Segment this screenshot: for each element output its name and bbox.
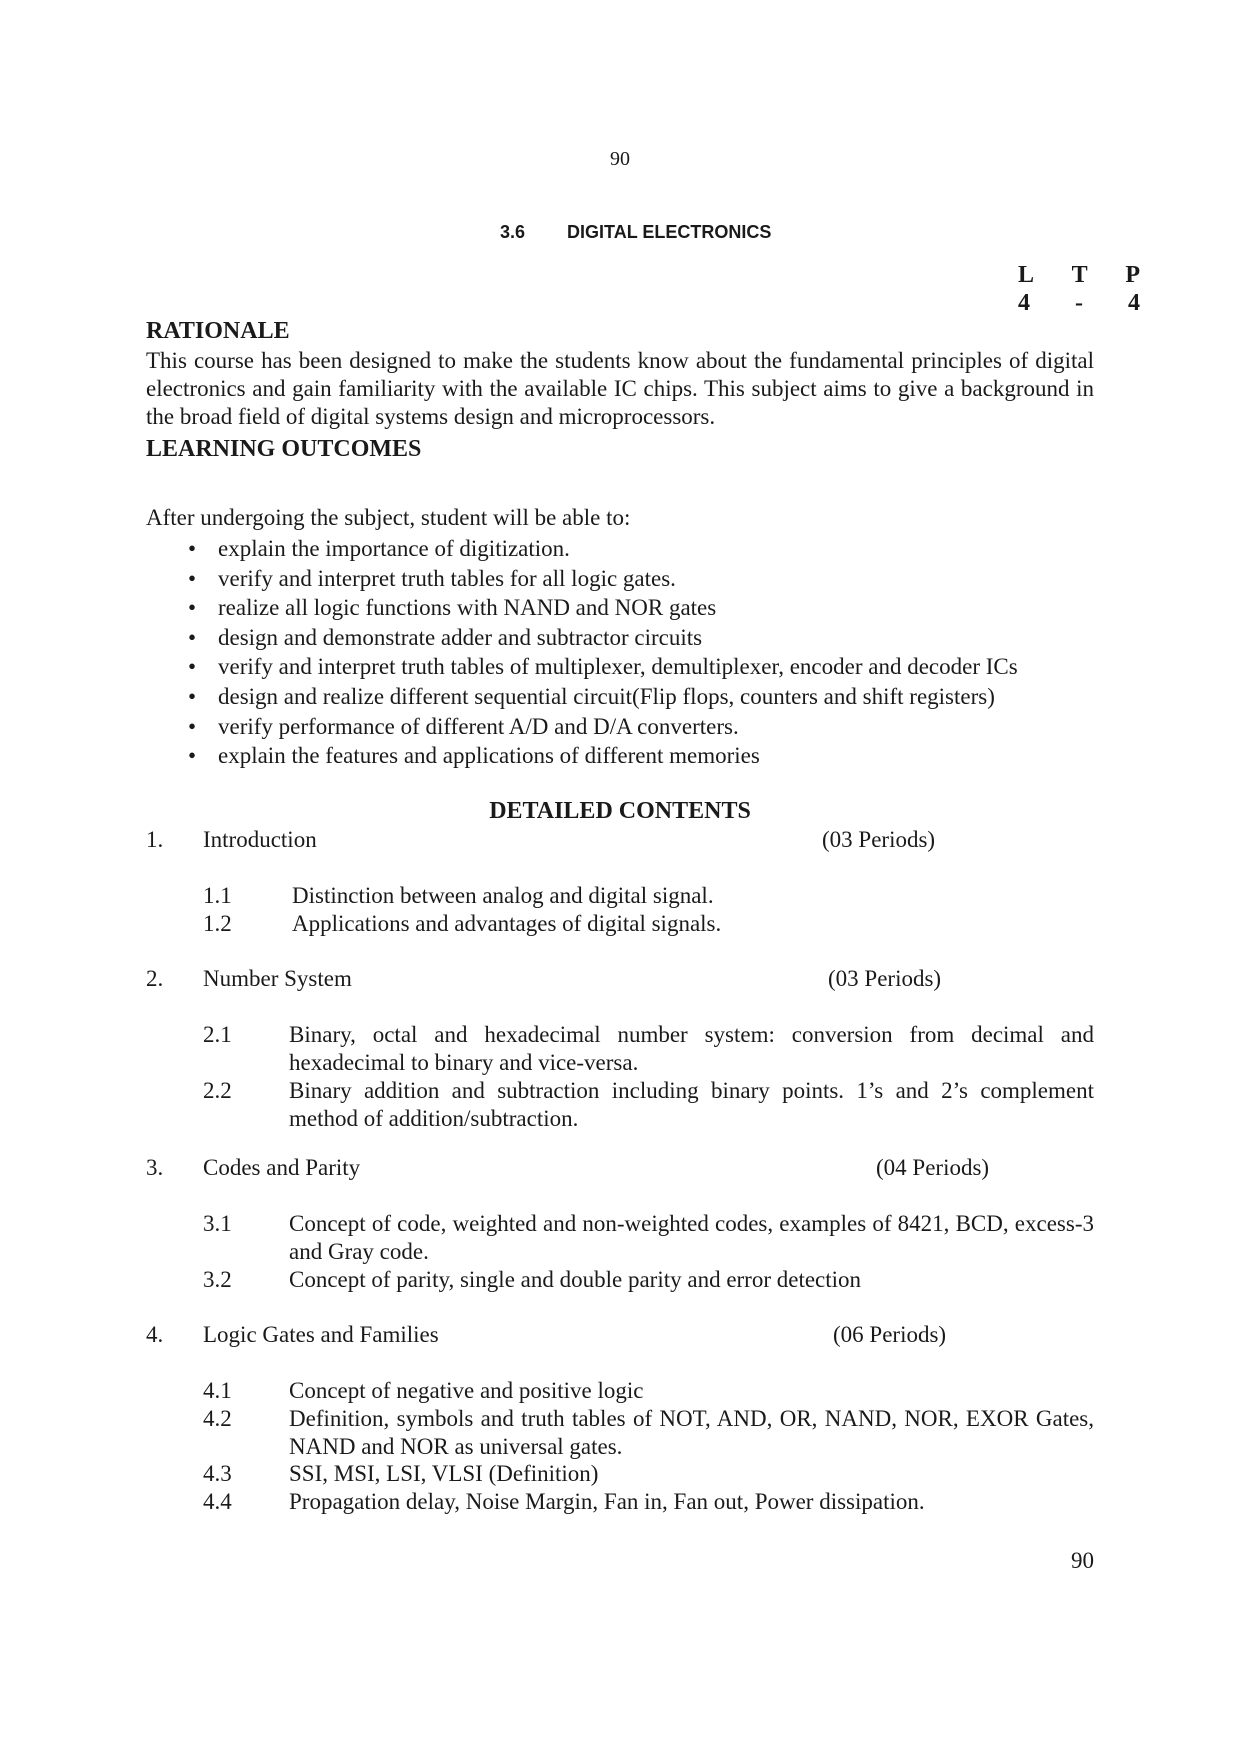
subsection-text: Concept of code, weighted and non-weighted codes, examples of 8421, BCD, excess-3 and Gray code. bbox=[289, 1211, 1094, 1264]
page-number-bottom: 90 bbox=[1071, 1548, 1094, 1573]
list-item: • design and realize different sequential circuit(Flip flops, counters and shift registers) bbox=[188, 682, 1018, 712]
ltp-value-p: 4 bbox=[1128, 290, 1140, 316]
list-item: • explain the importance of digitization. bbox=[188, 534, 1018, 564]
section-title: Number System bbox=[203, 966, 352, 991]
subsection-text: Binary, octal and hexadecimal number system: conversion from decimal and hexadecimal to binary and vice-versa. bbox=[289, 1022, 1094, 1075]
ltp-value-l: 4 bbox=[1018, 290, 1030, 316]
list-item: • realize all logic functions with NAND and NOR gates bbox=[188, 593, 1018, 623]
section-periods: (06 Periods) bbox=[833, 1322, 947, 1347]
subsection-number: 4.2 bbox=[203, 1406, 232, 1431]
section-title: Codes and Parity bbox=[203, 1155, 361, 1180]
rationale-text: This course has been designed to make the students know about the fundamental principles of digital electronics and gain familiarity with the available IC chips. This subject aims to give a background in the broad field of digital systems design and microprocessors. bbox=[146, 348, 1094, 429]
list-item: • verify and interpret truth tables for all logic gates. bbox=[188, 564, 1018, 594]
subsection-number: 4.1 bbox=[203, 1378, 232, 1403]
course-title: DIGITAL ELECTRONICS bbox=[567, 222, 772, 242]
subsection-text: Propagation delay, Noise Margin, Fan in, Fan out, Power dissipation. bbox=[289, 1489, 925, 1514]
section-title: Introduction bbox=[203, 827, 317, 852]
subsection-text: Definition, symbols and truth tables of NOT, AND, OR, NAND, NOR, EXOR Gates, NAND and NOR as universal gates. bbox=[289, 1406, 1094, 1459]
section-number: 1. bbox=[146, 827, 164, 852]
ltp-header-p: P bbox=[1125, 262, 1140, 288]
subsection-text: Concept of negative and positive logic bbox=[289, 1378, 644, 1403]
course-heading bbox=[500, 222, 771, 243]
subsection-number: 3.2 bbox=[203, 1267, 232, 1292]
subsection-number: 1.1 bbox=[203, 883, 232, 908]
section-periods: (03 Periods) bbox=[822, 827, 936, 852]
subsection-text: Concept of parity, single and double parity and error detection bbox=[289, 1267, 862, 1292]
section-number: 2. bbox=[146, 966, 164, 991]
subsection-number: 4.4 bbox=[203, 1489, 232, 1514]
list-item: • design and demonstrate adder and subtractor circuits bbox=[188, 623, 1018, 653]
subsection-number: 2.1 bbox=[203, 1022, 232, 1047]
subsection-number: 2.2 bbox=[203, 1078, 232, 1103]
list-item: • explain the features and applications of different memories bbox=[188, 741, 1018, 771]
subsection-number: 4.3 bbox=[203, 1461, 232, 1486]
subsection-number: 1.2 bbox=[203, 911, 232, 936]
learning-outcomes-intro: After undergoing the subject, student will be able to: bbox=[146, 505, 631, 530]
subsection-text: Binary addition and subtraction including binary points. 1’s and 2’s complement method of addition/subtraction. bbox=[289, 1078, 1094, 1131]
section-periods: (03 Periods) bbox=[828, 966, 942, 991]
ltp-header-t: T bbox=[1071, 262, 1088, 288]
section-title: Logic Gates and Families bbox=[203, 1322, 439, 1347]
subsection-text: Distinction between analog and digital signal. bbox=[292, 883, 714, 908]
section-number: 3. bbox=[146, 1155, 164, 1180]
ltp-header-row bbox=[1018, 262, 1140, 289]
section-number: 4. bbox=[146, 1322, 164, 1347]
course-number: 3.6 bbox=[500, 222, 526, 242]
subsection-number: 3.1 bbox=[203, 1211, 232, 1236]
ltp-values-row bbox=[1018, 290, 1140, 317]
section-periods: (04 Periods) bbox=[876, 1155, 990, 1180]
learning-outcomes-list bbox=[188, 534, 1018, 771]
learning-outcomes-heading: LEARNING OUTCOMES bbox=[146, 436, 422, 462]
page-number-top: 90 bbox=[610, 148, 630, 170]
subsection-text: Applications and advantages of digital signals. bbox=[292, 911, 722, 936]
ltp-header-l: L bbox=[1018, 262, 1035, 288]
detailed-contents-heading: DETAILED CONTENTS bbox=[489, 798, 751, 824]
list-item: • verify performance of different A/D and D/A converters. bbox=[188, 712, 1018, 742]
ltp-value-t: - bbox=[1075, 290, 1083, 316]
list-item: • verify and interpret truth tables of multiplexer, demultiplexer, encoder and decoder ICs bbox=[188, 652, 1018, 682]
subsection-text: SSI, MSI, LSI, VLSI (Definition) bbox=[289, 1461, 599, 1486]
rationale-heading: RATIONALE bbox=[146, 318, 290, 344]
